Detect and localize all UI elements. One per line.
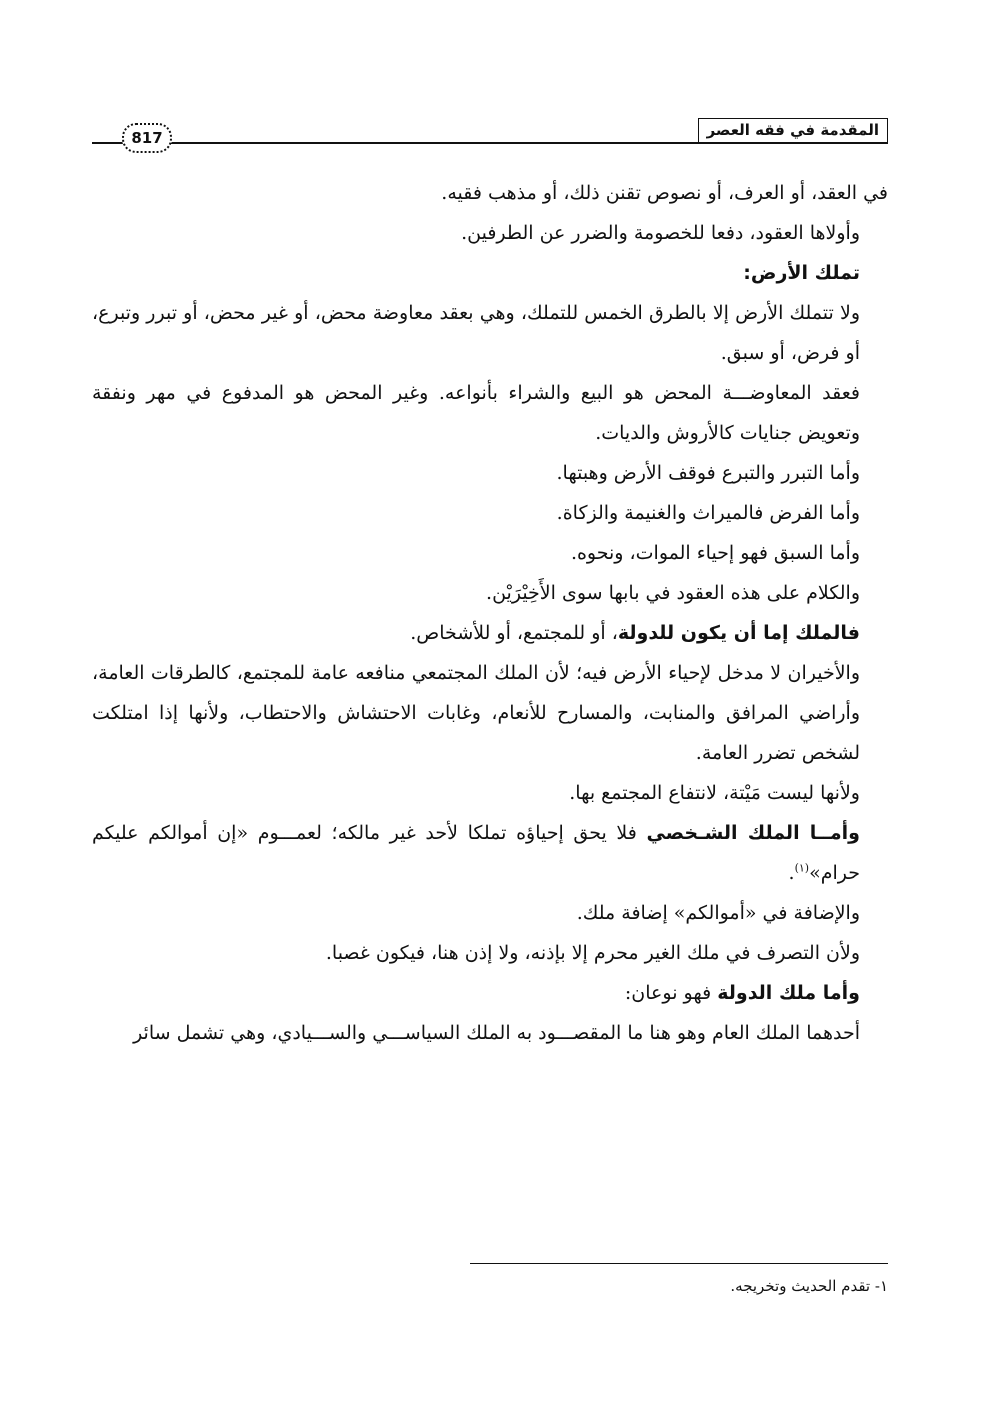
paragraph: والكلام على هذه العقود في بابها سوى الأَخِيْرَيْن. xyxy=(486,582,860,604)
paragraph-text: ، أو للمجتمع، أو للأشخاص. xyxy=(410,622,618,644)
running-header xyxy=(92,118,888,147)
book-title: المقدمة في فقه العصر xyxy=(698,118,888,142)
footnote-rule xyxy=(470,1263,888,1264)
page-body xyxy=(92,173,888,1053)
paragraph: ولأنها ليست مَيْتة، لانتفاع المجتمع بها. xyxy=(569,782,860,804)
bold-lead: وأما ملك الدولة xyxy=(717,982,860,1004)
paragraph-text: فلا يحق إحياؤه تملكا لأحد غير مالكه؛ لعمـــوم «إن أموالكم عليكم حرام» xyxy=(92,822,860,884)
page-number: 817 xyxy=(122,123,172,153)
paragraph: فعقد المعاوضـــة المحض هو البيع والشراء بأنواعه. وغير المحض هو المدفوع في مهر ونفقة وتعويض جنايات كالأروش والديات. xyxy=(92,382,860,444)
paragraph: أحدهما الملك العام وهو هنا ما المقصـــود به الملك السياســـي والســـيادي، وهي تشمل سائر xyxy=(133,1022,860,1044)
paragraph: وأما السبق فهو إحياء الموات، ونحوه. xyxy=(570,542,860,564)
paragraph xyxy=(92,613,888,653)
header-rule xyxy=(92,142,888,144)
paragraph xyxy=(92,813,888,893)
paragraph: وأما التبرر والتبرع فوقف الأرض وهبتها. xyxy=(556,462,860,484)
paragraph: ولا تتملك الأرض إلا بالطرق الخمس للتملك، وهي بعقد معاوضة محض، أو غير محض، أو تبرر وتبرع، أو فرض، أو سبق. xyxy=(92,302,860,364)
section-heading: تملك الأرض: xyxy=(743,262,860,284)
paragraph: والأخيران لا مدخل لإحياء الأرض فيه؛ لأن الملك المجتمعي منافعه عامة للمجتمع، كالطرقات العامة، وأراضي المرافق والمنابت، والمسارح للأنعام، وغابات الاحتشاش والاحتطاب، ولأنها إذا امتلكت لشخص تضرر العامة. xyxy=(92,662,860,764)
paragraph-tail: . xyxy=(788,862,795,884)
bold-lead: وأمــا الملك الشـخصي xyxy=(646,822,860,844)
footnote-reference[interactable]: (١) xyxy=(794,861,810,875)
paragraph: والإضافة في «أموالكم» إضافة ملك. xyxy=(576,902,860,924)
paragraph-text: فهو نوعان: xyxy=(624,982,718,1004)
paragraph: وأما الفرض فالميراث والغنيمة والزكاة. xyxy=(556,502,860,524)
paragraph: ولأن التصرف في ملك الغير محرم إلا بإذنه، ولا إذن هنا، فيكون غصبا. xyxy=(325,942,860,964)
bold-lead: فالملك إما أن يكون للدولة xyxy=(617,622,860,644)
paragraph: في العقد، أو العرف، أو نصوص تقنن ذلك، أو مذهب فقيه. xyxy=(441,182,888,204)
paragraph: وأولاها العقود، دفعا للخصومة والضرر عن الطرفين. xyxy=(461,222,860,244)
paragraph xyxy=(92,973,888,1013)
footnote: ١- تقدم الحديث وتخريجه. xyxy=(730,1277,888,1295)
